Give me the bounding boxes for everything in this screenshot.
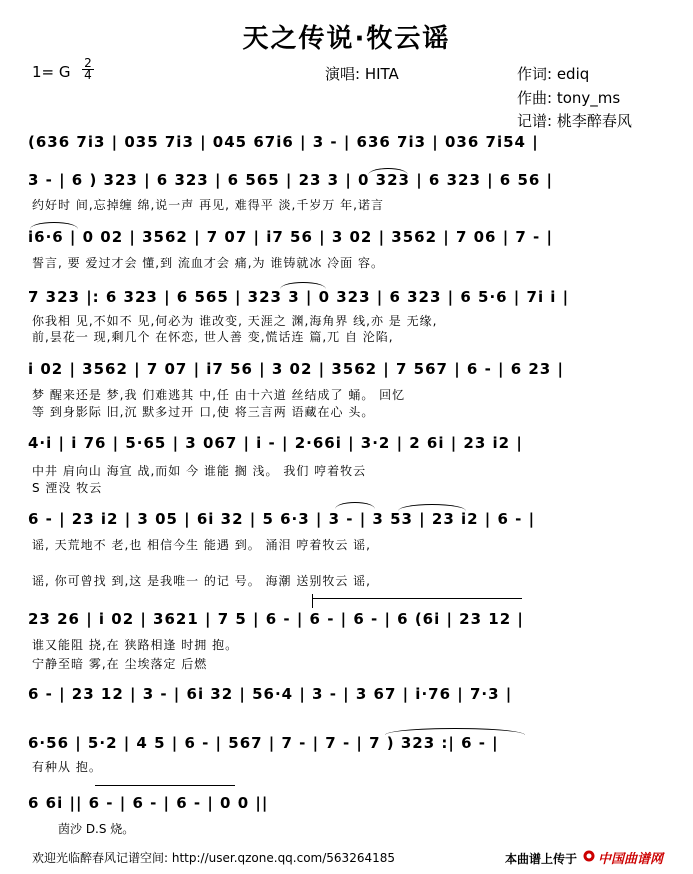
meter-denominator: 4 <box>84 68 92 82</box>
footer-note: 欢迎光临醉春风记谱空间: http://user.qzone.qq.com/563264185 <box>32 851 396 865</box>
lyric-line-4a: 你我相 见,不如不 见,何必为 谁改变, 天涯之 渊,海角界 线,亦 是 无缘, <box>32 314 438 328</box>
lyric-line-5a: 梦 醒来还是 梦,我 们难逃其 中,任 由十六道 丝结成了 蛹。 回忆 <box>32 388 406 402</box>
lyricist-credit: 作词: ediq <box>517 65 590 83</box>
slur-mark <box>280 282 326 289</box>
volta-bracket-line <box>312 598 522 599</box>
lyric-line-7b: 谣, 你可曾找 到,这 是我唯一 的记 号。 海潮 送别牧云 谣, <box>32 574 371 588</box>
lyric-line-10a: 有种从 抱。 <box>32 760 102 774</box>
stave-line-2: 3 - | 6 ) 323 | 6 323 | 6 565 | 23 3 | 0 323 | 6 323 | 6 56 | <box>28 171 554 189</box>
triplet-bracket <box>95 785 235 786</box>
stave-line-1: (636 7i3 | 035 7i3 | 045 67i6 | 3 - | 636 7i3 | 036 7i54 | <box>28 133 539 151</box>
key-signature: 1= G <box>32 63 71 81</box>
stave-line-3: i6·6 | 0 02 | 3562 | 7 07 | i7 56 | 3 02 | 3562 | 7 06 | 7 - | <box>28 228 553 246</box>
lyric-line-8b: 宁静至暗 雾,在 尘埃落定 后燃 <box>32 657 208 671</box>
lyric-line-2a: 约好时 间,忘掉缠 绵,说一声 再见, 难得平 淡,千岁万 年,诺言 <box>32 198 384 212</box>
lyric-line-3a: 誓言, 要 爱过才会 懂,到 流血才会 痛,为 谁铸就冰 冷面 容。 <box>32 256 384 270</box>
stave-line-8: 23 26 | i 02 | 3621 | 7 5 | 6 - | 6 - | 6 - | 6 (6i | 23 12 | <box>28 610 524 628</box>
lyric-line-6a: 中井 肩向山 海宣 战,而如 今 谁能 搁 浅。 我们 哼着牧云 <box>32 464 367 478</box>
lyric-line-4b: 前,昙花一 现,剩几个 在怀恋, 世人善 变,慌话连 篇,兀 自 沦陷, <box>32 330 394 344</box>
singer-credit: 演唱: HITA <box>325 65 399 83</box>
upload-note: 本曲谱上传于 <box>505 852 578 866</box>
lyric-line-5b: 等 到身影际 旧,沉 默多过开 口,使 将三言两 语藏在心 头。 <box>32 405 375 419</box>
slur-mark <box>385 728 525 735</box>
meter-numerator: 2 <box>82 58 94 70</box>
slur-mark <box>398 504 466 511</box>
stave-line-5: i 02 | 3562 | 7 07 | i7 56 | 3 02 | 3562 | 7 567 | 6 - | 6 23 | <box>28 360 564 378</box>
lyric-line-7a: 谣, 天荒地不 老,也 相信今生 能遇 到。 涌泪 哼着牧云 谣, <box>32 538 371 552</box>
composer-credit: 作曲: tony_ms <box>517 89 621 107</box>
stave-line-9: 6 - | 23 12 | 3 - | 6i 32 | 56·4 | 3 - | 3 67 | i·76 | 7·3 | <box>28 685 513 703</box>
site-logo-icon <box>583 850 595 862</box>
lyric-line-11a: 茵沙 D.S 烧。 <box>58 822 135 836</box>
stave-line-6: 4·i | i 76 | 5·65 | 3 067 | i - | 2·66i | 3·2 | 2 6i | 23 i2 | <box>28 434 523 452</box>
stave-line-7: 6 - | 23 i2 | 3 05 | 6i 32 | 5 6·3 | 3 - | 3 53 | 23 i2 | 6 - | <box>28 510 536 528</box>
transcriber-credit: 记谱: 桃李醉春风 <box>517 112 632 130</box>
site-name: 中国曲谱网 <box>598 852 664 867</box>
slur-mark <box>335 502 375 509</box>
stave-line-10: 6·56 | 5·2 | 4 5 | 6 - | 567 | 7 - | 7 - | 7 ) 323 :| 6 - | <box>28 734 499 752</box>
slur-mark <box>30 222 78 229</box>
lyric-line-8a: 谁又能阻 挠,在 狭路相逢 时拥 抱。 <box>32 638 239 652</box>
slur-mark <box>368 168 408 175</box>
stave-line-4: 7 323 |: 6 323 | 6 565 | 323 3 | 0 323 | 6 323 | 6 5·6 | 7i i | <box>28 288 570 306</box>
volta-bracket <box>312 594 313 608</box>
time-signature <box>82 58 94 81</box>
stave-line-11: 6 6i || 6 - | 6 - | 6 - | 0 0 || <box>28 794 269 812</box>
lyric-line-6b: S 湮没 牧云 <box>32 481 103 495</box>
song-title: 天之传说·牧云谣 <box>242 24 451 54</box>
